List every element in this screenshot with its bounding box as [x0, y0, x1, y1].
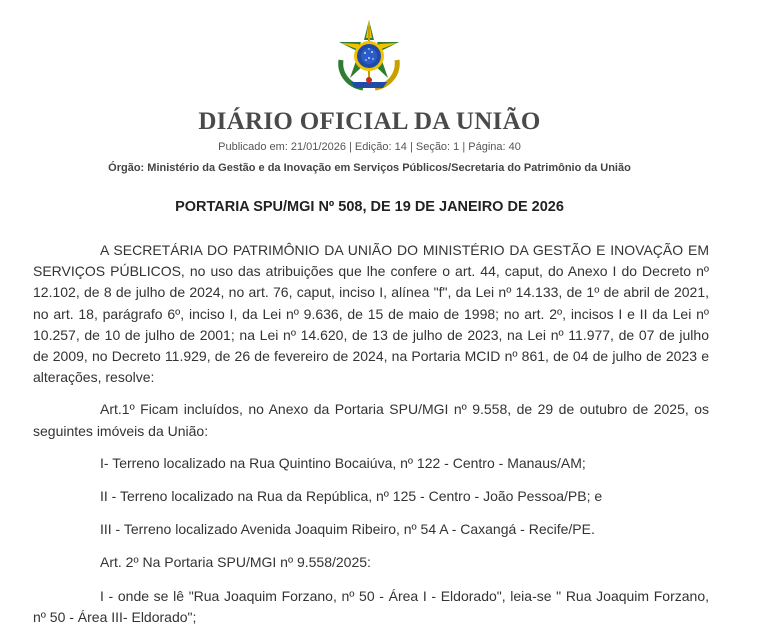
- document-title: PORTARIA SPU/MGI Nº 508, DE 19 DE JANEIRO DE 2026: [175, 199, 564, 215]
- item-iii-paragraph: III - Terreno localizado Avenida Joaquim Ribeiro, nº 54 A - Caxangá - Recife/PE.: [100, 521, 595, 538]
- item-ii-paragraph: II - Terreno localizado na Rua da República, nº 125 - Centro - João Pessoa/PB; e: [100, 488, 603, 505]
- publication-info: Publicado em: 21/01/2026 | Edição: 14 | Seção: 1 | Página: 40: [218, 141, 521, 153]
- preamble-paragraph: A SECRETÁRIA DO PATRIMÔNIO DA UNIÃO DO MINISTÉRIO DA GESTÃO E INOVAÇÃO EM SERVIÇOS PÚBLICOS, no uso das atribuições que lhe confere o art. 44, caput, do Anexo I do Decreto nº 12.102, de 8 de julho de 2024, no art. 76, caput, inciso I, alínea "f", da Lei nº 14.133, de 1º de abril de 2021, no art. 18, parágrafo 6º, inciso I, da Lei nº 9.636, de 15 de maio de 1998; no art. 2º, incisos I e II da Lei nº 10.257, de 10 de julho de 2001; na Lei nº 14.620, de 13 de julho de 2023, na Lei nº 11.977, de 07 de julho de 2009, no Decreto 11.929, de 26 de fevereiro de 2024, na Portaria MCID nº 861, de 04 de julho de 2023 e alterações, resolve:: [33, 242, 709, 386]
- document-body: [33, 240, 709, 628]
- orgao-label: Órgão:: [108, 162, 145, 174]
- orgao-line: [0, 162, 739, 174]
- masthead-title: DIÁRIO OFICIAL DA UNIÃO: [198, 108, 541, 135]
- item-i-paragraph: I- Terreno localizado na Rua Quintino Bocaiúva, nº 122 - Centro - Manaus/AM;: [100, 454, 586, 471]
- brazil-coat-of-arms-icon: [331, 18, 407, 94]
- article-2-item-i-paragraph: I - onde se lê "Rua Joaquim Forzano, nº 50 - Área I - Eldorado", leia-se " Rua Joaquim Forzano, nº 50 - Área III- Eldorado";: [33, 587, 709, 625]
- orgao-value: Ministério da Gestão e da Inovação em Serviços Públicos/Secretaria do Patrimônio da União: [147, 162, 631, 174]
- article-2-paragraph: Art. 2º Na Portaria SPU/MGI nº 9.558/2025:: [100, 554, 371, 571]
- article-1-paragraph: Art.1º Ficam incluídos, no Anexo da Portaria SPU/MGI nº 9.558, de 29 de outubro de 2025, os seguintes imóveis da União:: [33, 401, 709, 439]
